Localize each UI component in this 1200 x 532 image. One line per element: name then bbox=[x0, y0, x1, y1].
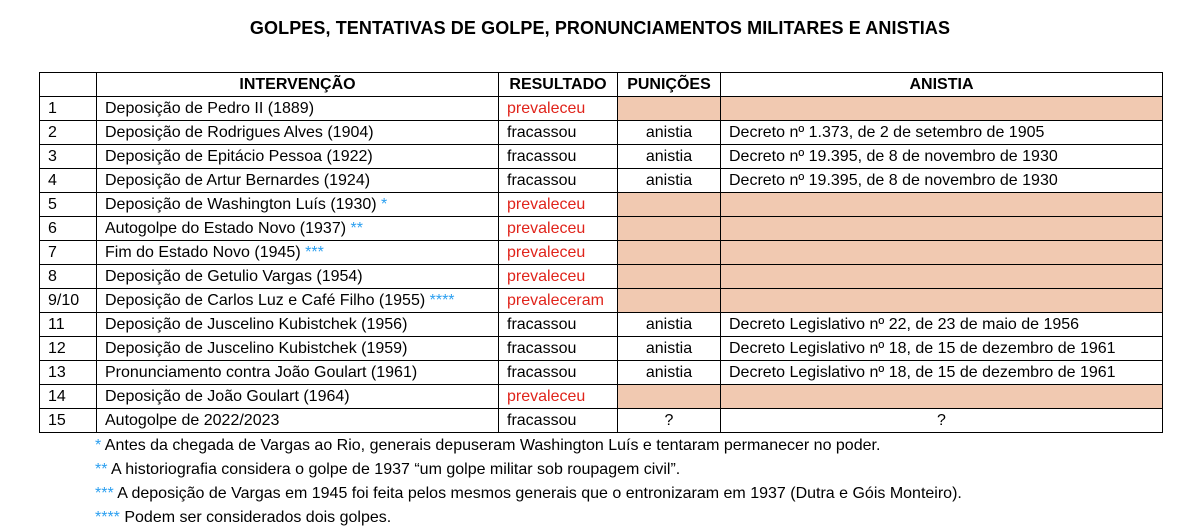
table-row bbox=[40, 193, 1163, 217]
table-row bbox=[40, 313, 1163, 337]
row-number: 7 bbox=[40, 241, 97, 265]
intervencao-text: Deposição de Juscelino Kubistchek (1956) bbox=[105, 316, 408, 333]
table-row bbox=[40, 145, 1163, 169]
table-row bbox=[40, 265, 1163, 289]
intervencao-cell bbox=[97, 409, 499, 433]
anistia-cell: Decreto Legislativo nº 18, de 15 de dezembro de 1961 bbox=[721, 337, 1163, 361]
intervencao-cell bbox=[97, 289, 499, 313]
anistia-cell: Decreto nº 19.395, de 8 de novembro de 1930 bbox=[721, 169, 1163, 193]
intervencao-text: Deposição de João Goulart (1964) bbox=[105, 388, 350, 405]
resultado-cell: prevaleceram bbox=[499, 289, 618, 313]
table-row bbox=[40, 97, 1163, 121]
anistia-cell bbox=[721, 97, 1163, 121]
intervencao-cell bbox=[97, 313, 499, 337]
punicoes-cell: ? bbox=[618, 409, 721, 433]
row-number: 1 bbox=[40, 97, 97, 121]
intervencao-cell bbox=[97, 121, 499, 145]
punicoes-cell: anistia bbox=[618, 337, 721, 361]
footnote bbox=[95, 458, 962, 482]
resultado-cell: fracassou bbox=[499, 145, 618, 169]
resultado-cell: fracassou bbox=[499, 409, 618, 433]
resultado-cell: prevaleceu bbox=[499, 217, 618, 241]
footnote bbox=[95, 506, 962, 530]
resultado-cell: prevaleceu bbox=[499, 193, 618, 217]
intervencao-cell bbox=[97, 241, 499, 265]
punicoes-cell: anistia bbox=[618, 361, 721, 385]
anistia-cell: Decreto Legislativo nº 22, de 23 de maio de 1956 bbox=[721, 313, 1163, 337]
coups-table bbox=[39, 72, 1163, 433]
page-title: GOLPES, TENTATIVAS DE GOLPE, PRONUNCIAMENTOS MILITARES E ANISTIAS bbox=[249, 18, 951, 38]
footnote-text: A historiografia considera o golpe de 1937 “um golpe militar sob roupagem civil”. bbox=[111, 461, 681, 478]
punicoes-cell: anistia bbox=[618, 313, 721, 337]
row-number: 15 bbox=[40, 409, 97, 433]
row-number: 6 bbox=[40, 217, 97, 241]
table-body bbox=[40, 97, 1163, 433]
footnote-marker: ** bbox=[350, 220, 363, 237]
row-number: 9/10 bbox=[40, 289, 97, 313]
table-row bbox=[40, 169, 1163, 193]
footnote-marker: **** bbox=[95, 509, 120, 526]
intervencao-text: Deposição de Artur Bernardes (1924) bbox=[105, 172, 371, 189]
row-number: 5 bbox=[40, 193, 97, 217]
anistia-cell: Decreto nº 1.373, de 2 de setembro de 1905 bbox=[721, 121, 1163, 145]
footnote-text: A deposição de Vargas em 1945 foi feita pelos mesmos generais que o entronizaram em 1937 (Dutra e Góis Monteiro). bbox=[117, 485, 962, 502]
footnotes bbox=[95, 434, 962, 530]
anistia-cell bbox=[721, 385, 1163, 409]
intervencao-cell bbox=[97, 385, 499, 409]
resultado-cell: fracassou bbox=[499, 169, 618, 193]
anistia-cell bbox=[721, 193, 1163, 217]
intervencao-text: Deposição de Rodrigues Alves (1904) bbox=[105, 124, 374, 141]
table-row bbox=[40, 409, 1163, 433]
punicoes-cell: anistia bbox=[618, 145, 721, 169]
table-row bbox=[40, 361, 1163, 385]
anistia-cell bbox=[721, 241, 1163, 265]
intervencao-cell bbox=[97, 361, 499, 385]
punicoes-cell bbox=[618, 265, 721, 289]
intervencao-cell bbox=[97, 193, 499, 217]
punicoes-cell bbox=[618, 385, 721, 409]
resultado-cell: prevaleceu bbox=[499, 385, 618, 409]
punicoes-cell bbox=[618, 289, 721, 313]
intervencao-text: Pronunciamento contra João Goulart (1961) bbox=[105, 364, 418, 381]
intervencao-text: Deposição de Epitácio Pessoa (1922) bbox=[105, 148, 373, 165]
row-number: 4 bbox=[40, 169, 97, 193]
row-number: 8 bbox=[40, 265, 97, 289]
intervencao-cell bbox=[97, 337, 499, 361]
footnote bbox=[95, 482, 962, 506]
header-punicoes: PUNIÇÕES bbox=[618, 73, 721, 97]
header-resultado: RESULTADO bbox=[499, 73, 618, 97]
table-row bbox=[40, 121, 1163, 145]
resultado-cell: fracassou bbox=[499, 121, 618, 145]
row-number: 12 bbox=[40, 337, 97, 361]
anistia-cell bbox=[721, 217, 1163, 241]
intervencao-text: Deposição de Washington Luís (1930) bbox=[105, 196, 377, 213]
footnote-marker: * bbox=[381, 196, 388, 213]
table-row bbox=[40, 337, 1163, 361]
intervencao-cell bbox=[97, 97, 499, 121]
resultado-cell: fracassou bbox=[499, 361, 618, 385]
resultado-cell: prevaleceu bbox=[499, 97, 618, 121]
footnote-marker: ** bbox=[95, 461, 108, 478]
punicoes-cell: anistia bbox=[618, 121, 721, 145]
row-number: 11 bbox=[40, 313, 97, 337]
footnote-marker: **** bbox=[429, 292, 455, 309]
punicoes-cell: anistia bbox=[618, 169, 721, 193]
intervencao-cell bbox=[97, 169, 499, 193]
anistia-cell: ? bbox=[721, 409, 1163, 433]
header-intervencao: INTERVENÇÃO bbox=[97, 73, 499, 97]
table-row bbox=[40, 385, 1163, 409]
footnote-marker: * bbox=[95, 437, 102, 454]
intervencao-text: Deposição de Juscelino Kubistchek (1959) bbox=[105, 340, 408, 357]
table-row bbox=[40, 289, 1163, 313]
footnote-marker: *** bbox=[95, 485, 114, 502]
row-number: 13 bbox=[40, 361, 97, 385]
table-header-row bbox=[40, 73, 1163, 97]
row-number: 2 bbox=[40, 121, 97, 145]
header-num bbox=[40, 73, 97, 97]
resultado-cell: fracassou bbox=[499, 313, 618, 337]
anistia-cell: Decreto nº 19.395, de 8 de novembro de 1930 bbox=[721, 145, 1163, 169]
intervencao-cell bbox=[97, 217, 499, 241]
table-row bbox=[40, 241, 1163, 265]
intervencao-text: Fim do Estado Novo (1945) bbox=[105, 244, 301, 261]
punicoes-cell bbox=[618, 193, 721, 217]
footnote bbox=[95, 434, 962, 458]
resultado-cell: fracassou bbox=[499, 337, 618, 361]
footnote-text: Podem ser considerados dois golpes. bbox=[124, 509, 392, 526]
anistia-cell bbox=[721, 289, 1163, 313]
punicoes-cell bbox=[618, 217, 721, 241]
intervencao-text: Autogolpe de 2022/2023 bbox=[105, 412, 280, 429]
row-number: 3 bbox=[40, 145, 97, 169]
intervencao-text: Autogolpe do Estado Novo (1937) bbox=[105, 220, 347, 237]
intervencao-text: Deposição de Getulio Vargas (1954) bbox=[105, 268, 363, 285]
punicoes-cell bbox=[618, 241, 721, 265]
intervencao-cell bbox=[97, 145, 499, 169]
intervencao-text: Deposição de Pedro II (1889) bbox=[105, 100, 315, 117]
intervencao-cell bbox=[97, 265, 499, 289]
punicoes-cell bbox=[618, 97, 721, 121]
anistia-cell bbox=[721, 265, 1163, 289]
resultado-cell: prevaleceu bbox=[499, 241, 618, 265]
table-row bbox=[40, 217, 1163, 241]
intervencao-text: Deposição de Carlos Luz e Café Filho (1955) bbox=[105, 292, 426, 309]
anistia-cell: Decreto Legislativo nº 18, de 15 de dezembro de 1961 bbox=[721, 361, 1163, 385]
footnote-marker: *** bbox=[305, 244, 324, 261]
header-anistia: ANISTIA bbox=[721, 73, 1163, 97]
resultado-cell: prevaleceu bbox=[499, 265, 618, 289]
footnote-text: Antes da chegada de Vargas ao Rio, generais depuseram Washington Luís e tentaram permanecer no poder. bbox=[104, 437, 881, 454]
row-number: 14 bbox=[40, 385, 97, 409]
